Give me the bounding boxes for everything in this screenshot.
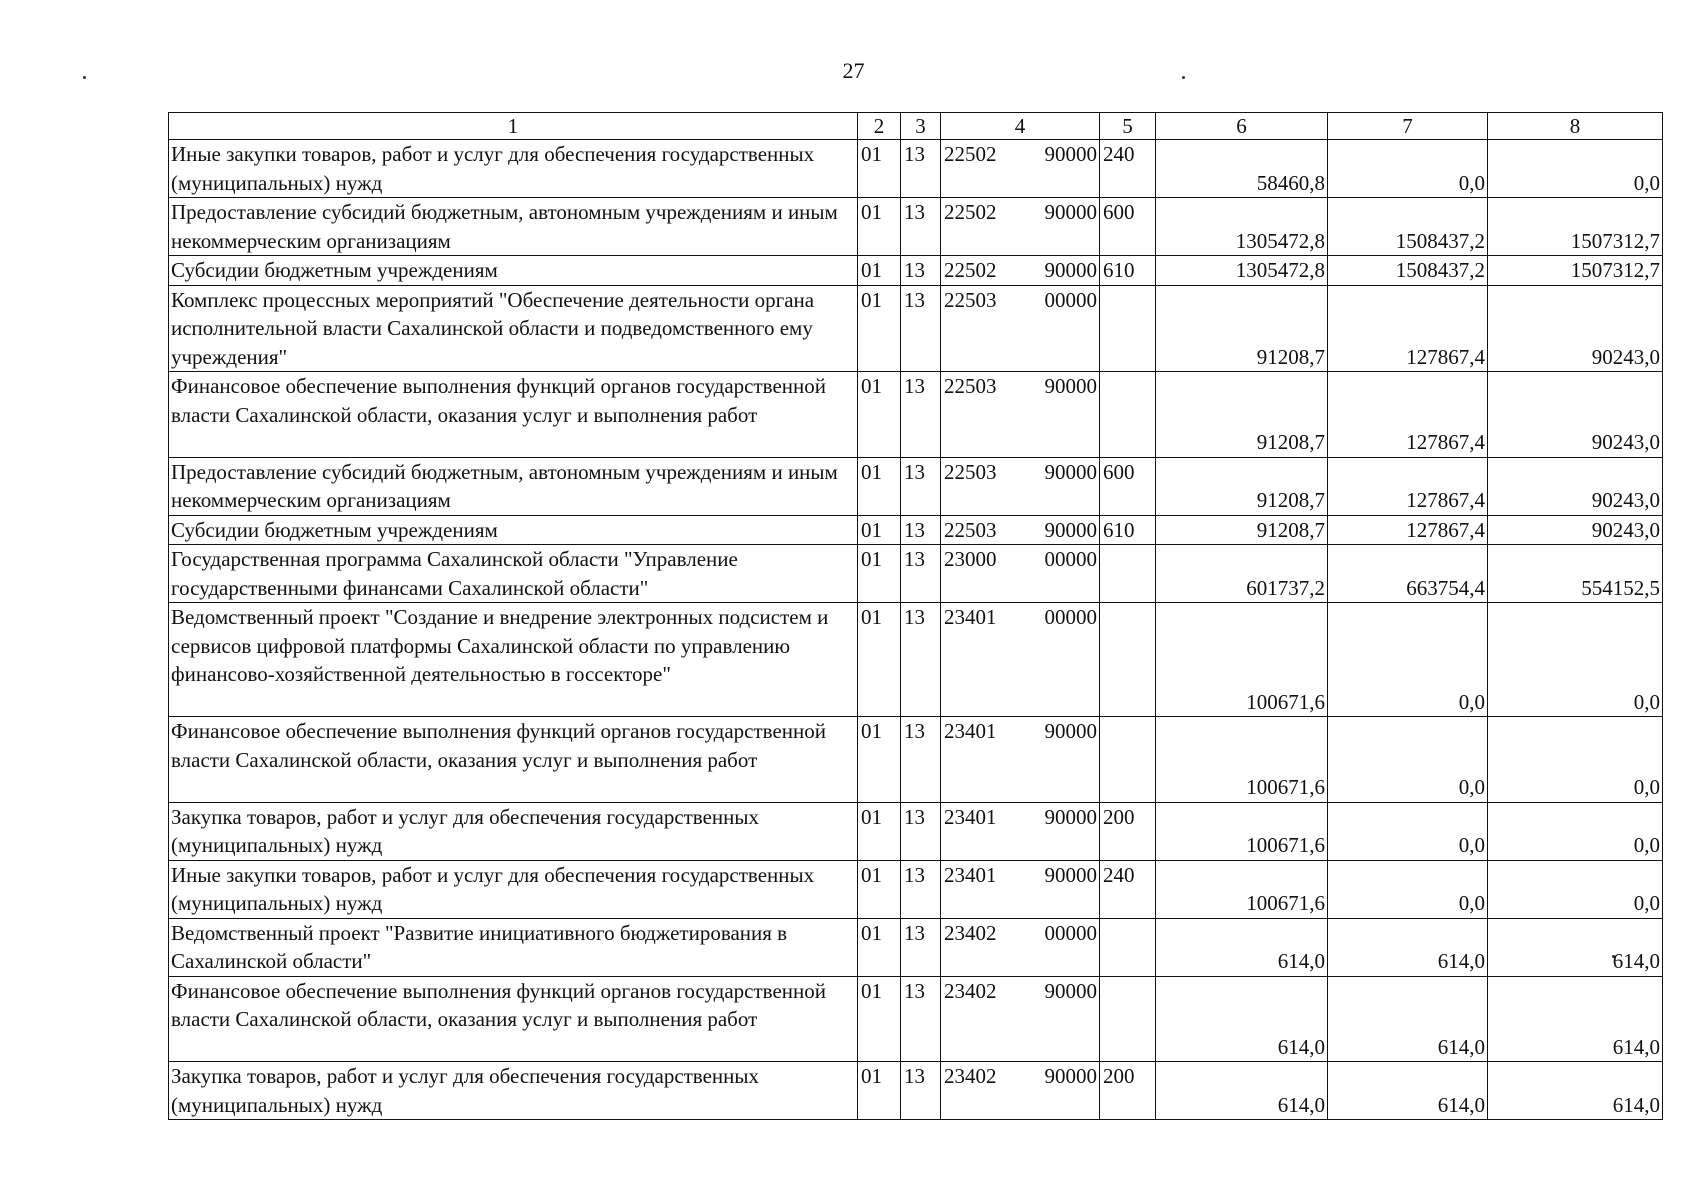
- subsection-code: 13: [901, 515, 941, 545]
- amount-col-8: 614,0: [1488, 976, 1663, 1062]
- table-row: [169, 256, 1663, 286]
- amount-col-6: 100671,6: [1156, 860, 1328, 918]
- subsection-code: 13: [901, 717, 941, 803]
- subsection-code: 13: [901, 198, 941, 256]
- expense-type-code: [1100, 372, 1156, 458]
- subsection-code: 13: [901, 860, 941, 918]
- program-code: 23402: [944, 978, 997, 1003]
- table-row: [169, 918, 1663, 976]
- column-header: 7: [1328, 113, 1488, 140]
- direction-code: 00000: [1044, 547, 1097, 571]
- amount-col-7: 614,0: [1328, 1062, 1488, 1120]
- amount-col-6: 91208,7: [1156, 457, 1328, 515]
- header-row: [169, 113, 1663, 140]
- direction-code: 90000: [1044, 258, 1097, 282]
- column-header: 4: [941, 113, 1100, 140]
- program-code: 23401: [944, 804, 997, 829]
- column-header: 2: [858, 113, 901, 140]
- table-row: [169, 976, 1663, 1062]
- section-code: 01: [858, 457, 901, 515]
- expense-type-code: 610: [1100, 515, 1156, 545]
- amount-col-6: 91208,7: [1156, 515, 1328, 545]
- expense-type-code: 200: [1100, 802, 1156, 860]
- amount-col-6: 100671,6: [1156, 717, 1328, 803]
- section-code: 01: [858, 1062, 901, 1120]
- direction-code: 00000: [1044, 920, 1097, 945]
- amount-col-8: 614,0: [1488, 1062, 1663, 1120]
- direction-code: 90000: [1044, 862, 1097, 887]
- row-description: Иные закупки товаров, работ и услуг для обеспечения государственных (муниципальных) нужд: [169, 860, 858, 918]
- program-code: 23401: [944, 605, 997, 629]
- table-row: [169, 545, 1663, 603]
- direction-code: 90000: [1044, 200, 1097, 224]
- amount-col-6: 614,0: [1156, 1062, 1328, 1120]
- amount-col-7: 127867,4: [1328, 457, 1488, 515]
- budget-table: [168, 112, 1663, 1120]
- program-code: 22502: [944, 142, 997, 166]
- row-description: Финансовое обеспечение выполнения функций органов государственной власти Сахалинской области, оказания услуг и выполнения работ: [169, 372, 858, 458]
- expense-type-code: [1100, 717, 1156, 803]
- amount-col-8: 0,0: [1488, 802, 1663, 860]
- row-description: Иные закупки товаров, работ и услуг для обеспечения государственных (муниципальных) нужд: [169, 140, 858, 198]
- direction-code: 90000: [1044, 804, 1097, 829]
- column-header: 6: [1156, 113, 1328, 140]
- expense-type-code: 240: [1100, 860, 1156, 918]
- column-header: 8: [1488, 113, 1663, 140]
- table-row: [169, 198, 1663, 256]
- amount-col-6: 614,0: [1156, 918, 1328, 976]
- direction-code: 90000: [1044, 978, 1097, 1003]
- amount-col-8: 90243,0: [1488, 515, 1663, 545]
- section-code: 01: [858, 256, 901, 286]
- target-article-code: [941, 976, 1100, 1062]
- target-article-code: [941, 1062, 1100, 1120]
- target-article-code: [941, 918, 1100, 976]
- section-code: 01: [858, 285, 901, 372]
- amount-col-8: 614,0: [1488, 918, 1663, 976]
- row-description: Комплекс процессных мероприятий "Обеспечение деятельности органа исполнительной власти Сахалинской области и подведомственного ему учреждения": [169, 285, 858, 372]
- expense-type-code: 600: [1100, 457, 1156, 515]
- section-code: 01: [858, 515, 901, 545]
- program-code: 22502: [944, 258, 997, 282]
- amount-col-8: 1507312,7: [1488, 256, 1663, 286]
- table-row: [169, 603, 1663, 717]
- column-header: 1: [169, 113, 858, 140]
- amount-col-7: 0,0: [1328, 860, 1488, 918]
- subsection-code: 13: [901, 918, 941, 976]
- target-article-code: [941, 802, 1100, 860]
- column-header: 5: [1100, 113, 1156, 140]
- amount-col-8: 0,0: [1488, 717, 1663, 803]
- section-code: 01: [858, 198, 901, 256]
- amount-col-8: 554152,5: [1488, 545, 1663, 603]
- table-row: [169, 372, 1663, 458]
- amount-col-6: 58460,8: [1156, 140, 1328, 198]
- target-article-code: [941, 717, 1100, 803]
- subsection-code: 13: [901, 1062, 941, 1120]
- section-code: 01: [858, 860, 901, 918]
- table-row: [169, 285, 1663, 372]
- subsection-code: 13: [901, 140, 941, 198]
- direction-code: 90000: [1044, 142, 1097, 166]
- target-article-code: [941, 860, 1100, 918]
- amount-col-8: 0,0: [1488, 860, 1663, 918]
- direction-code: 00000: [1044, 287, 1097, 312]
- subsection-code: 13: [901, 256, 941, 286]
- amount-col-7: 1508437,2: [1328, 256, 1488, 286]
- scan-speck: [83, 76, 86, 79]
- row-description: Закупка товаров, работ и услуг для обеспечения государственных (муниципальных) нужд: [169, 1062, 858, 1120]
- table-row: [169, 140, 1663, 198]
- amount-col-7: 127867,4: [1328, 372, 1488, 458]
- program-code: 22502: [944, 200, 997, 224]
- expense-type-code: [1100, 285, 1156, 372]
- section-code: 01: [858, 545, 901, 603]
- target-article-code: [941, 140, 1100, 198]
- amount-col-8: 0,0: [1488, 140, 1663, 198]
- row-description: Субсидии бюджетным учреждениям: [169, 515, 858, 545]
- section-code: 01: [858, 603, 901, 717]
- program-code: 23402: [944, 920, 997, 945]
- expense-type-code: [1100, 976, 1156, 1062]
- program-code: 22503: [944, 287, 997, 312]
- amount-col-6: 100671,6: [1156, 603, 1328, 717]
- amount-col-6: 614,0: [1156, 976, 1328, 1062]
- amount-col-8: 0,0: [1488, 603, 1663, 717]
- expense-type-code: 610: [1100, 256, 1156, 286]
- program-code: 22503: [944, 374, 997, 398]
- table-row: [169, 457, 1663, 515]
- amount-col-7: 127867,4: [1328, 285, 1488, 372]
- subsection-code: 13: [901, 457, 941, 515]
- direction-code: 90000: [1044, 1064, 1097, 1088]
- direction-code: 90000: [1044, 374, 1097, 398]
- amount-col-7: 0,0: [1328, 603, 1488, 717]
- target-article-code: [941, 372, 1100, 458]
- amount-col-8: 90243,0: [1488, 372, 1663, 458]
- amount-col-6: 100671,6: [1156, 802, 1328, 860]
- direction-code: 90000: [1044, 459, 1097, 484]
- row-description: Субсидии бюджетным учреждениям: [169, 256, 858, 286]
- table-row: [169, 717, 1663, 803]
- section-code: 01: [858, 976, 901, 1062]
- subsection-code: 13: [901, 603, 941, 717]
- amount-col-8: 90243,0: [1488, 285, 1663, 372]
- target-article-code: [941, 545, 1100, 603]
- table-row: [169, 1062, 1663, 1120]
- subsection-code: 13: [901, 802, 941, 860]
- target-article-code: [941, 603, 1100, 717]
- section-code: 01: [858, 918, 901, 976]
- amount-col-8: 1507312,7: [1488, 198, 1663, 256]
- direction-code: 90000: [1044, 517, 1097, 542]
- expense-type-code: [1100, 545, 1156, 603]
- amount-col-7: 0,0: [1328, 140, 1488, 198]
- page-number: 27: [842, 58, 865, 83]
- subsection-code: 13: [901, 976, 941, 1062]
- section-code: 01: [858, 802, 901, 860]
- amount-col-7: 0,0: [1328, 717, 1488, 803]
- amount-col-7: 0,0: [1328, 802, 1488, 860]
- amount-col-8: 90243,0: [1488, 457, 1663, 515]
- row-description: Финансовое обеспечение выполнения функций органов государственной власти Сахалинской области, оказания услуг и выполнения работ: [169, 717, 858, 803]
- expense-type-code: [1100, 918, 1156, 976]
- amount-col-6: 601737,2: [1156, 545, 1328, 603]
- direction-code: 00000: [1044, 605, 1097, 629]
- table-row: [169, 802, 1663, 860]
- section-code: 01: [858, 717, 901, 803]
- column-header: 3: [901, 113, 941, 140]
- expense-type-code: [1100, 603, 1156, 717]
- amount-col-7: 1508437,2: [1328, 198, 1488, 256]
- section-code: 01: [858, 140, 901, 198]
- expense-type-code: 200: [1100, 1062, 1156, 1120]
- target-article-code: [941, 515, 1100, 545]
- program-code: 23401: [944, 719, 997, 743]
- target-article-code: [941, 457, 1100, 515]
- expense-type-code: 600: [1100, 198, 1156, 256]
- target-article-code: [941, 256, 1100, 286]
- expense-type-code: 240: [1100, 140, 1156, 198]
- amount-col-6: 1305472,8: [1156, 198, 1328, 256]
- row-description: Закупка товаров, работ и услуг для обеспечения государственных (муниципальных) нужд: [169, 802, 858, 860]
- table-row: [169, 860, 1663, 918]
- program-code: 22503: [944, 459, 997, 484]
- section-code: 01: [858, 372, 901, 458]
- amount-col-7: 663754,4: [1328, 545, 1488, 603]
- amount-col-7: 614,0: [1328, 918, 1488, 976]
- amount-col-7: 614,0: [1328, 976, 1488, 1062]
- subsection-code: 13: [901, 372, 941, 458]
- row-description: Государственная программа Сахалинской области "Управление государственными финансами Сахалинской области": [169, 545, 858, 603]
- table-row: [169, 515, 1663, 545]
- direction-code: 90000: [1044, 719, 1097, 743]
- amount-col-7: 127867,4: [1328, 515, 1488, 545]
- row-description: Ведомственный проект "Создание и внедрение электронных подсистем и сервисов цифровой платформы Сахалинской области по управлению финансово-хозяйственной деятельностью в госсекторе": [169, 603, 858, 717]
- program-code: 22503: [944, 517, 997, 542]
- target-article-code: [941, 285, 1100, 372]
- program-code: 23000: [944, 547, 997, 571]
- subsection-code: 13: [901, 285, 941, 372]
- scan-speck: [1182, 76, 1185, 79]
- row-description: Ведомственный проект "Развитие инициативного бюджетирования в Сахалинской области": [169, 918, 858, 976]
- amount-col-6: 1305472,8: [1156, 256, 1328, 286]
- program-code: 23402: [944, 1064, 997, 1088]
- row-description: Финансовое обеспечение выполнения функций органов государственной власти Сахалинской области, оказания услуг и выполнения работ: [169, 976, 858, 1062]
- amount-col-6: 91208,7: [1156, 285, 1328, 372]
- amount-col-6: 91208,7: [1156, 372, 1328, 458]
- subsection-code: 13: [901, 545, 941, 603]
- program-code: 23401: [944, 862, 997, 887]
- target-article-code: [941, 198, 1100, 256]
- row-description: Предоставление субсидий бюджетным, автономным учреждениям и иным некоммерческим организациям: [169, 198, 858, 256]
- row-description: Предоставление субсидий бюджетным, автономным учреждениям и иным некоммерческим организациям: [169, 457, 858, 515]
